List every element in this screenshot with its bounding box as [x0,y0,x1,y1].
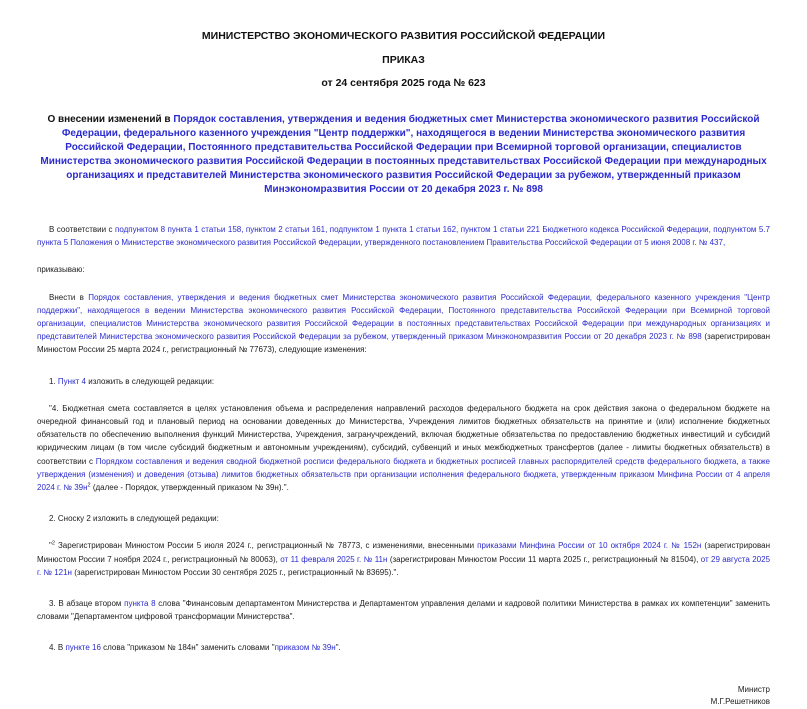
amendment-intro-paragraph [37,291,770,357]
doc-link[interactable]: подпунктом 8 пункта 1 статьи 158, пунктом 2 статьи 161, подпунктом 1 пункта 1 статьи 162, пунктом 1 статьи 221 Бюджетного кодекса Российской Федерации, подпунктом 5.7 пункта 5 Положения о Министерстве экономического развития Российской Федерации, утвержденного постановлением Правительства Российской Федерации от 5 июня 2008 г. № 437, [37,225,770,248]
item-4 [37,641,770,654]
doc-text: (зарегистрирован Минюстом России 11 марта 2025 г., регистрационный № 81504), [387,554,701,564]
item-2-footnote-wording [37,539,770,579]
doc-link[interactable]: приказом № 39н [274,643,336,653]
signer-position: Министр [737,684,770,694]
footnote-marker: 2 [87,482,91,489]
item-3 [37,597,770,623]
doc-text: О внесении изменений в [47,114,174,125]
doc-text: (далее - Порядок, утвержденный приказом № 39н).". [90,483,289,493]
doc-text: (зарегистрирован Минюстом России 7 ноября 2024 г., регистрационный № 80063), [37,541,771,564]
doc-link[interactable]: Порядок составления, утверждения и ведения бюджетных смет Министерства экономического развития Российской Федерации, федерального казенного учреждения "Центр поддержки", находящегося в ведении Министерства экономического развития Российской Федерации, Постоянного представительства Российской Федерации при Всемирной торговой организации, специалистов Министерства экономического развития Российской Федерации в постоянных представительствах Российской Федерации при международных организациях и представителей Министерства экономического развития Российской Федерации за рубежом, утвержденный приказом Минэкономразвития России от 20 декабря 2023 г. № 898 [37,292,770,342]
signer-name: М.Г.Решетников [710,697,770,707]
doc-link[interactable]: от 29 августа 2025 г. № 121н [37,554,771,577]
doc-text: приказываю: [37,265,85,275]
doc-text: Зарегистрирован Минюстом России 5 июля 2024 г., регистрационный № 78773, с изменениями, внесенными [54,541,478,551]
doc-text: 4. В [49,643,66,653]
doc-link[interactable]: Порядком составления и ведения сводной бюджетной росписи федерального бюджета и бюджетных росписей главных распорядителей средств федерального бюджета, а также утверждения (изменения) и доведения (отзыва) лимитов бюджетных обязательств при организации исполнения федерального бюджета, утвержденным приказом Минфина России от 4 апреля 2024 г. № 39н [37,456,770,493]
signature-block [37,684,770,709]
doc-link[interactable]: приказами Минфина России от 10 октября 2024 г. № 152н [477,541,702,551]
doc-text: слова "Финансовым департаментом Министерства и Департаментом управления делами и кадровой политики Министерства в рамках их компетенции" заменить словами "Департаментом цифровой трансформации Министерства". [37,599,770,622]
doc-link[interactable]: Пункт 4 [57,376,86,386]
doc-text: изложить в следующей редакции: [86,376,215,386]
doc-type: ПРИКАЗ [382,54,425,66]
doc-text: (зарегистрирован Минюстом России 30 сентября 2025 г., регистрационный № 83695).". [71,567,399,577]
doc-text: 2. Сноску 2 изложить в следующей редакции: [49,514,219,524]
document-header [37,30,770,90]
item-1-new-wording [37,402,770,494]
order-word [37,263,770,276]
doc-text: " [49,541,52,551]
doc-text: 3. В абзаце втором [49,599,125,609]
doc-link[interactable]: от 11 февраля 2025 г. № 11н [280,554,388,564]
doc-text: ". [335,643,341,653]
doc-text: В соответствии с [49,225,115,234]
ministry-name: МИНИСТЕРСТВО ЭКОНОМИЧЕСКОГО РАЗВИТИЯ РОССИЙСКОЙ ФЕДЕРАЦИИ [201,30,606,42]
item-1 [37,375,770,388]
doc-text: 1. [49,376,58,386]
preamble-paragraph [37,223,770,249]
document-blocks [37,113,770,655]
item-2 [37,512,770,525]
doc-text: (зарегистрирован Минюстом России 25 марта 2024 г., регистрационный № 77673), следующие изменения: [37,332,771,355]
doc-date-number: от 24 сентября 2025 года № 623 [321,77,486,89]
doc-link[interactable]: пункта 8 [124,599,156,609]
doc-text: "4. Бюджетная смета составляется в целях установления объема и распределения направлений расходов федерального бюджета на срок действия закона о федеральном бюджете на очередной финансовый год и плановый период на основании доведенных до Министерства, Учреждения лимитов бюджетных обязательств на принятие и (или) исполнение бюджетных обязательств по обеспечению выполнения функций Министерства, Учреждения, загранучреждений, включая бюджетные обязательства по предоставлению бюджетных инвестиций и субсидий юридическим лицам (в том числе субсидий бюджетным и автономным учреждениям), субсидий, субвенций и иных межбюджетных трансфертов (далее - лимиты бюджетных обязательств) в соответствии с [37,403,770,466]
doc-text: слова "приказом № 184н" заменить словами " [100,643,275,653]
doc-text: Внести в [49,292,89,302]
doc-link[interactable]: Порядок составления, утверждения и ведения бюджетных смет Министерства экономического развития Российской Федерации, федерального казенного учреждения "Центр поддержки", находящегося в ведении Министерства экономического развития Российской Федерации, Постоянного представительства Российской Федерации при Всемирной торговой организации, специалистов Министерства экономического развития Российской Федерации в постоянных представительствах Российской Федерации при международных организациях и представителей Министерства экономического развития Российской Федерации за рубежом, утвержденный приказом Минэкономразвития России от 20 декабря 2023 г. № 898 [40,114,767,195]
footnote-marker: 2 [51,540,55,547]
doc-link[interactable]: пункте 16 [65,643,101,653]
doc-title [37,113,770,197]
